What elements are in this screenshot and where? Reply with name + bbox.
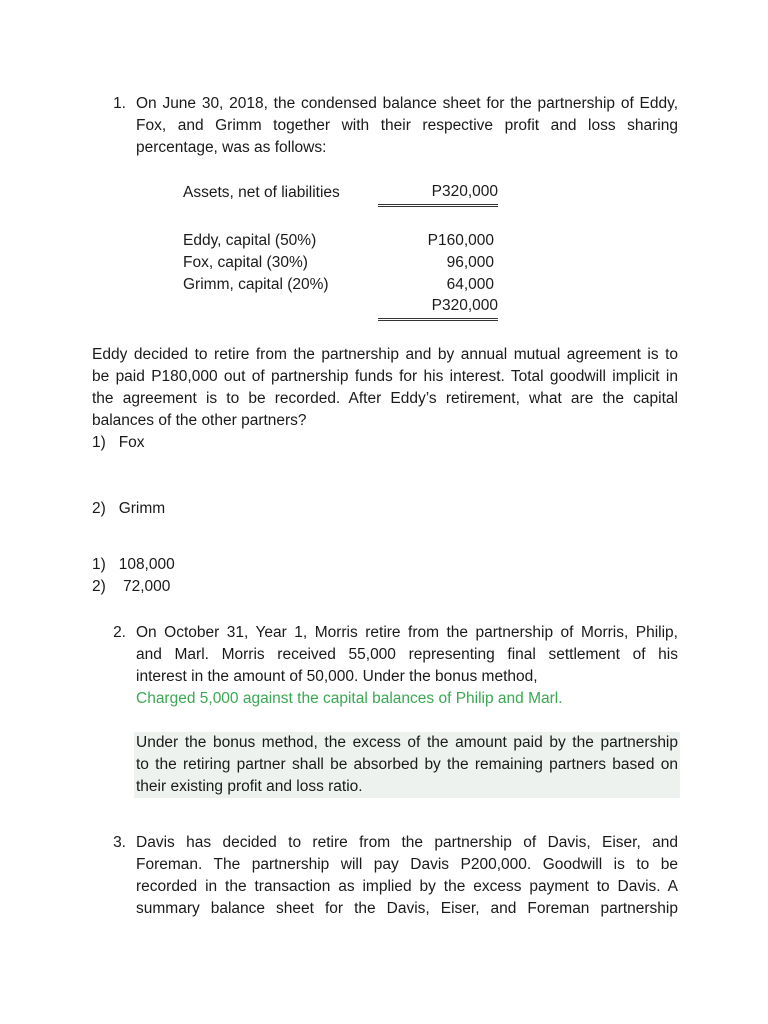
q1-line-3: percentage, was as follows: — [136, 139, 327, 156]
assets-value: P320,000 — [378, 182, 498, 207]
q2-line-1: On October 31, Year 1, Morris retire from the partnership of Morris, Philip, — [136, 624, 678, 641]
q1-question-line-4: balances of the other partners? — [92, 412, 307, 429]
q2-answer: Charged 5,000 against the capital balances of Philip and Marl. — [136, 690, 563, 707]
q3-line-4: summary balance sheet for the Davis, Eiser, and Foreman partnership — [136, 900, 678, 917]
q2-explanation-line-3: their existing profit and loss ratio. — [136, 778, 363, 795]
capital-row-eddy-value: P160,000 — [427, 232, 494, 249]
q3-line-2: Foreman. The partnership will pay Davis P200,000. Goodwill is to be — [136, 856, 678, 873]
q1-question-line-3: the agreement is to be recorded. After Eddy’s retirement, what are the capital — [92, 390, 678, 407]
capital-row-grimm-value: 64,000 — [446, 276, 494, 293]
capital-row-fox-value: 96,000 — [446, 254, 494, 271]
q3-number: 3. — [113, 834, 126, 851]
q1-question-line-1: Eddy decided to retire from the partnership and by annual mutual agreement is to — [92, 346, 678, 363]
q3-line-1: Davis has decided to retire from the partnership of Davis, Eiser, and — [136, 834, 678, 851]
capital-row-grimm-label: Grimm, capital (20%) — [183, 276, 329, 293]
q2-line-3: interest in the amount of 50,000. Under the bonus method, — [136, 668, 538, 685]
q1-line-2: Fox, and Grimm together with their respective profit and loss sharing — [136, 117, 678, 134]
q2-number: 2. — [113, 624, 126, 641]
q1-answer-1: 1) 108,000 — [92, 556, 175, 573]
q1-sub-fox: 1) Fox — [92, 434, 145, 451]
capital-total-value: P320,000 — [378, 296, 498, 321]
q1-question-line-2: be paid P180,000 out of partnership funds for his interest. Total goodwill implicit in — [92, 368, 678, 385]
q1-line-1: On June 30, 2018, the condensed balance sheet for the partnership of Eddy, — [136, 95, 678, 112]
q3-line-3: recorded in the transaction as implied by the excess payment to Davis. A — [136, 878, 678, 895]
q2-explanation-line-2: to the retiring partner shall be absorbed by the remaining partners based on — [136, 756, 678, 773]
q1-number: 1. — [113, 95, 126, 112]
q2-explanation-line-1: Under the bonus method, the excess of the amount paid by the partnership — [136, 734, 678, 751]
assets-label: Assets, net of liabilities — [183, 184, 340, 201]
q2-line-2: and Marl. Morris received 55,000 representing final settlement of his — [136, 646, 678, 663]
capital-row-eddy-label: Eddy, capital (50%) — [183, 232, 317, 249]
capital-row-fox-label: Fox, capital (30%) — [183, 254, 308, 271]
q1-answer-2: 2) 72,000 — [92, 578, 171, 595]
q1-sub-grimm: 2) Grimm — [92, 500, 166, 517]
